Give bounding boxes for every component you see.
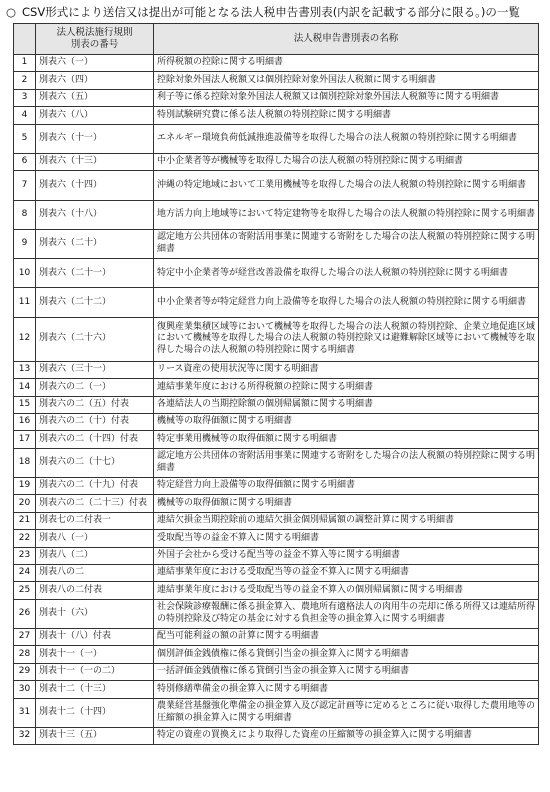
row-table-number: 別表六（十八） — [36, 200, 154, 229]
row-table-name: 農業経営基盤強化準備金の損金算入及び認定計画等に定めるところに従い取得した農用地等の圧縮額の損金算入に関する明細書 — [154, 698, 539, 727]
row-table-name: 機械等の取得価額に関する明細書 — [154, 495, 539, 512]
table-row — [14, 171, 539, 200]
row-table-number: 別表十（八）付表 — [36, 629, 154, 646]
table-row — [14, 646, 539, 663]
row-table-number: 別表十一（一） — [36, 646, 154, 663]
row-table-name: 配当可能利益の額の計算に関する明細書 — [154, 629, 539, 646]
table-row — [14, 681, 539, 698]
row-number: 19 — [14, 477, 36, 494]
header-table-name: 法人税申告書別表の名称 — [154, 24, 539, 55]
row-number: 3 — [14, 89, 36, 106]
row-table-name: 認定地方公共団体の寄附活用事業に関連する寄附をした場合の法人税額の特別控除に関する明細書 — [154, 448, 539, 477]
row-number: 2 — [14, 72, 36, 89]
row-table-name: 特別修繕準備金の損金算入に関する明細書 — [154, 681, 539, 698]
table-row — [14, 124, 539, 153]
row-table-number: 別表六（二十） — [36, 229, 154, 258]
row-table-name: 控除対象外国法人税額又は個別控除対象外国法人税額に関する明細書 — [154, 72, 539, 89]
row-number: 17 — [14, 431, 36, 448]
row-table-name: 沖縄の特定地域において工業用機械等を取得した場合の法人税額の特別控除に関する明細書 — [154, 171, 539, 200]
circle-marker-icon: ○ — [6, 5, 17, 19]
row-table-number: 別表六（三十一） — [36, 361, 154, 378]
row-number: 30 — [14, 681, 36, 698]
row-number: 24 — [14, 564, 36, 581]
row-table-name: 機械等の取得価額に関する明細書 — [154, 413, 539, 430]
row-number: 8 — [14, 200, 36, 229]
row-table-name: リース資産の使用状況等に関する明細書 — [154, 361, 539, 378]
row-table-name: 利子等に係る控除対象外国法人税額又は個別控除対象外国法人税額等に関する明細書 — [154, 89, 539, 106]
page-title — [6, 4, 546, 20]
row-table-number: 別表八の二 — [36, 564, 154, 581]
row-table-name: 特別試験研究費に係る法人税額の特別控除に関する明細書 — [154, 107, 539, 124]
row-table-name: 特定事業用機械等の取得価額に関する明細書 — [154, 431, 539, 448]
row-table-number: 別表六（八） — [36, 107, 154, 124]
row-table-name: 一括評価金銭債権に係る貸倒引当金の損金算入に関する明細書 — [154, 663, 539, 680]
row-number: 5 — [14, 124, 36, 153]
tax-form-table — [13, 23, 539, 745]
row-table-number: 別表六の二（五）付表 — [36, 396, 154, 413]
row-table-number: 別表七の二付表一 — [36, 512, 154, 529]
header-table-number: 法人税法施行規則 別表の番号 — [36, 24, 154, 55]
row-number: 12 — [14, 317, 36, 361]
row-number: 16 — [14, 413, 36, 430]
row-table-number: 別表十（六） — [36, 599, 154, 628]
table-row — [14, 512, 539, 529]
row-number: 4 — [14, 107, 36, 124]
table-row — [14, 431, 539, 448]
table-row — [14, 317, 539, 361]
row-number: 18 — [14, 448, 36, 477]
row-table-number: 別表十二（十四） — [36, 698, 154, 727]
row-table-name: 特定経営力向上設備等の取得価額に関する明細書 — [154, 477, 539, 494]
table-row — [14, 727, 539, 744]
row-table-number: 別表六の二（十）付表 — [36, 413, 154, 430]
row-table-name: エネルギー環境負荷低減推進設備等を取得した場合の法人税額の特別控除に関する明細書 — [154, 124, 539, 153]
row-number: 10 — [14, 259, 36, 288]
row-table-number: 別表八（二） — [36, 547, 154, 564]
row-table-number: 別表六の二（十七） — [36, 448, 154, 477]
page-title-text: CSV形式により送信又は提出が可能となる法人税申告書別表(内訳を記載する部分に限る。)の一覧 — [22, 5, 520, 19]
table-row — [14, 361, 539, 378]
row-table-name: 中小企業者等が特定経営力向上設備等を取得した場合の法人税額の特別控除に関する明細書 — [154, 288, 539, 317]
table-row — [14, 396, 539, 413]
row-table-number: 別表十三（五） — [36, 727, 154, 744]
row-table-number: 別表六（四） — [36, 72, 154, 89]
row-table-name: 認定地方公共団体の寄附活用事業に関連する寄附をした場合の法人税額の特別控除に関する明細書 — [154, 229, 539, 258]
table-row — [14, 629, 539, 646]
row-number: 15 — [14, 396, 36, 413]
row-number: 32 — [14, 727, 36, 744]
row-table-number: 別表六（二十二） — [36, 288, 154, 317]
row-table-name: 地方活力向上地域等において特定建物等を取得した場合の法人税額の特別控除に関する明細書 — [154, 200, 539, 229]
table-row — [14, 698, 539, 727]
table-row — [14, 379, 539, 396]
row-table-number: 別表六の二（一） — [36, 379, 154, 396]
row-table-name: 連結欠損金当期控除前の連結欠損金個別帰属額の調整計算に関する明細書 — [154, 512, 539, 529]
row-table-number: 別表六の二（十四）付表 — [36, 431, 154, 448]
row-number: 25 — [14, 582, 36, 599]
row-table-name: 連結事業年度における受取配当等の益金不算入に関する明細書 — [154, 564, 539, 581]
table-row — [14, 413, 539, 430]
table-row — [14, 288, 539, 317]
row-table-name: 特定中小企業者等が経営改善設備を取得した場合の法人税額の特別控除に関する明細書 — [154, 259, 539, 288]
table-body — [14, 55, 539, 745]
table-row — [14, 229, 539, 258]
row-table-number: 別表六（五） — [36, 89, 154, 106]
row-number: 23 — [14, 547, 36, 564]
table-header-row — [14, 24, 539, 55]
table-row — [14, 582, 539, 599]
row-number: 28 — [14, 646, 36, 663]
table-row — [14, 495, 539, 512]
row-table-number: 別表六（十三） — [36, 153, 154, 170]
row-table-number: 別表十二（十三） — [36, 681, 154, 698]
table-row — [14, 107, 539, 124]
table-row — [14, 547, 539, 564]
row-table-number: 別表六（二十一） — [36, 259, 154, 288]
row-table-number: 別表六の二（二十三）付表 — [36, 495, 154, 512]
row-number: 26 — [14, 599, 36, 628]
row-table-name: 社会保険診療報酬に係る損金算入、農地所有適格法人の肉用牛の売却に係る所得又は連結所得の特別控除及び特定の基金に対する負担金等の損金算入に関する明細書 — [154, 599, 539, 628]
row-number: 27 — [14, 629, 36, 646]
header-number — [14, 24, 36, 55]
row-number: 13 — [14, 361, 36, 378]
table-row — [14, 477, 539, 494]
table-row — [14, 72, 539, 89]
table-row — [14, 259, 539, 288]
row-number: 31 — [14, 698, 36, 727]
row-table-name: 各連結法人の当期控除額の個別帰属額に関する明細書 — [154, 396, 539, 413]
row-table-number: 別表六の二（十九）付表 — [36, 477, 154, 494]
row-table-name: 特定の資産の買換えにより取得した資産の圧縮額等の損金算入に関する明細書 — [154, 727, 539, 744]
row-number: 9 — [14, 229, 36, 258]
table-row — [14, 89, 539, 106]
row-number: 7 — [14, 171, 36, 200]
row-table-name: 外国子会社から受ける配当等の益金不算入等に関する明細書 — [154, 547, 539, 564]
table-row — [14, 200, 539, 229]
table-row — [14, 530, 539, 547]
row-table-number: 別表八（一） — [36, 530, 154, 547]
row-table-name: 復興産業集積区域等において機械等を取得した場合の法人税額の特別控除、企業立地促進区域において機械等を取得した場合の法人税額の特別控除又は避難解除区域等において機械等を取得した場合の法人税額の特別控除に関する明細書 — [154, 317, 539, 361]
table-row — [14, 564, 539, 581]
row-table-number: 別表六（二十六） — [36, 317, 154, 361]
row-table-name: 中小企業者等が機械等を取得した場合の法人税額の特別控除に関する明細書 — [154, 153, 539, 170]
row-number: 6 — [14, 153, 36, 170]
row-table-name: 連結事業年度における受取配当等の益金不算入の個別帰属額に関する明細書 — [154, 582, 539, 599]
table-row — [14, 448, 539, 477]
row-table-name: 所得税額の控除に関する明細書 — [154, 55, 539, 72]
table-row — [14, 153, 539, 170]
table-row — [14, 599, 539, 628]
row-table-number: 別表八の二付表 — [36, 582, 154, 599]
row-table-name: 連結事業年度における所得税額の控除に関する明細書 — [154, 379, 539, 396]
table-row — [14, 55, 539, 72]
row-number: 1 — [14, 55, 36, 72]
row-table-name: 個別評価金銭債権に係る貸倒引当金の損金算入に関する明細書 — [154, 646, 539, 663]
row-number: 14 — [14, 379, 36, 396]
row-table-number: 別表六（一） — [36, 55, 154, 72]
row-number: 20 — [14, 495, 36, 512]
row-table-number: 別表六（十一） — [36, 124, 154, 153]
table-row — [14, 663, 539, 680]
row-table-name: 受取配当等の益金不算入に関する明細書 — [154, 530, 539, 547]
row-table-number: 別表十一（一の二） — [36, 663, 154, 680]
row-number: 29 — [14, 663, 36, 680]
row-number: 21 — [14, 512, 36, 529]
row-table-number: 別表六（十四） — [36, 171, 154, 200]
row-number: 22 — [14, 530, 36, 547]
row-number: 11 — [14, 288, 36, 317]
